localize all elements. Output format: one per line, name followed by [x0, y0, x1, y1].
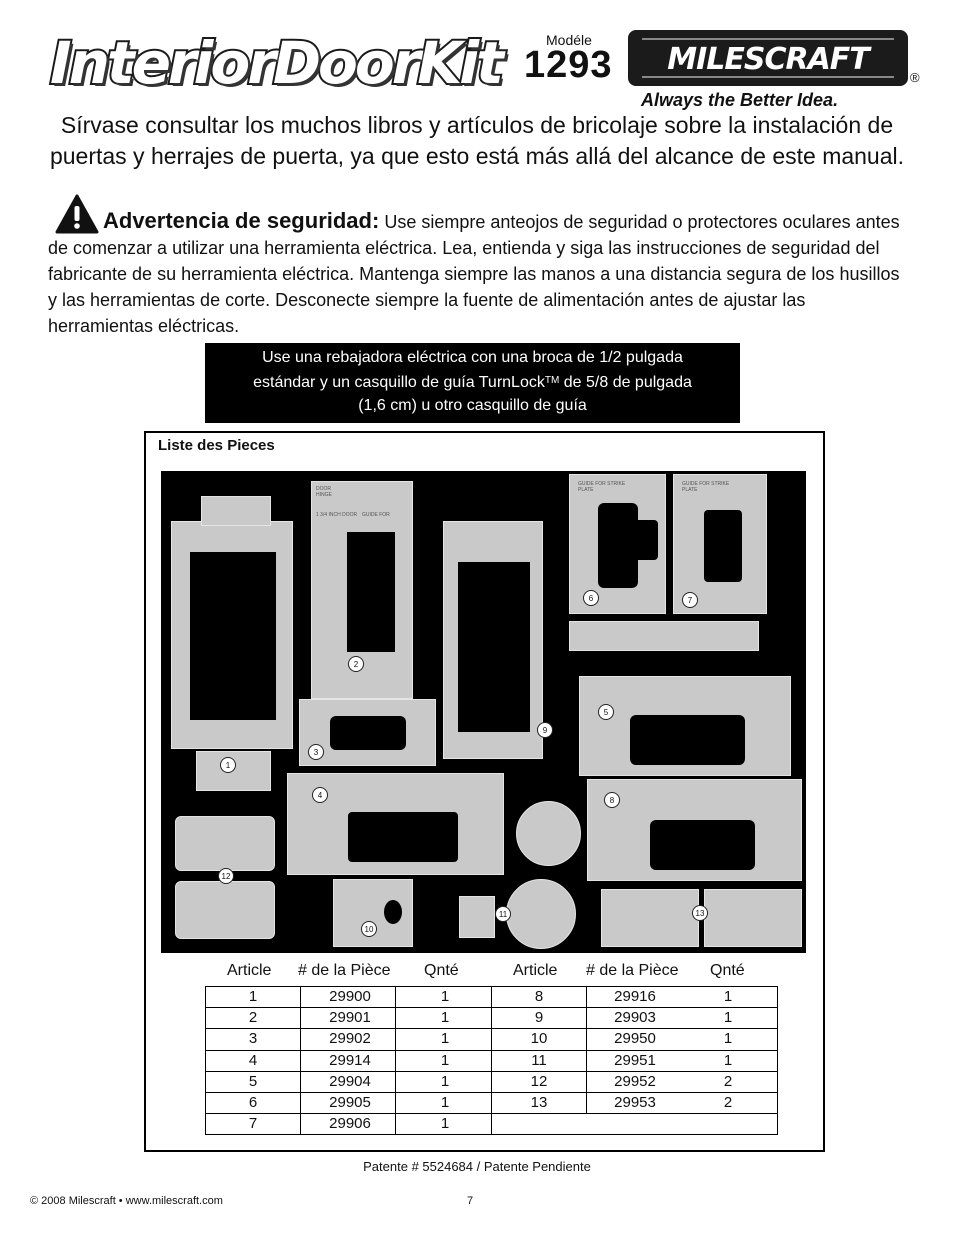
router-note-line-3: (1,6 cm) u otro casquillo de guía [358, 397, 587, 414]
col-head-qty-left: Qnté [424, 962, 459, 979]
table-cell-qty: 1 [440, 1051, 450, 1069]
table-cell-article: 4 [248, 1051, 258, 1069]
table-cell-part: 29905 [329, 1094, 371, 1111]
router-note-line-2a: estándar y un casquillo de guía TurnLock [253, 374, 545, 391]
safety-warning [48, 208, 908, 339]
table-cell-part: 29952 [614, 1072, 656, 1090]
table-cell-qty: 1 [723, 988, 733, 1005]
table-cell-qty: 2 [723, 1072, 733, 1090]
col-head-qty-right: Qnté [710, 962, 745, 979]
part-10-bracket [333, 879, 413, 947]
table-cell-part: 29951 [614, 1051, 656, 1069]
table-cell-qty: 1 [440, 1009, 450, 1027]
table-cell-qty: 1 [723, 1030, 733, 1048]
part-11-spacer [459, 896, 495, 938]
model-number: 1293 [524, 44, 613, 86]
table-cell-article: 7 [248, 1115, 258, 1133]
table-cell-part: 29904 [329, 1072, 371, 1090]
table-cell-qty: 1 [723, 1051, 733, 1069]
footer-copyright: © 2008 Milescraft • www.milescraft.com [30, 1195, 223, 1207]
part-2-label-a: DOOR [316, 486, 331, 492]
part-5-lock-template [579, 676, 791, 776]
part-11-cup-lid [516, 801, 581, 866]
part-7-label: GUIDE FOR STRIKE PLATE [682, 481, 730, 493]
callout-4: 4 [312, 787, 328, 803]
table-cell-part: 29906 [329, 1115, 371, 1133]
page-number: 7 [467, 1195, 474, 1207]
intro-paragraph: Sírvase consultar los muchos libros y artículos de bricolaje sobre la instalación de puertas y herrajes de puerta, ya que esto está más allá del alcance de este manual. [49, 112, 905, 169]
table-cell-article: 1 [248, 988, 258, 1005]
table-cell-article: 12 [530, 1072, 548, 1090]
part-1-frame-template [171, 521, 293, 749]
part-2-label-b: HINGE [316, 492, 332, 498]
safety-text: Use siempre anteojos de seguridad o protectores oculares antes de comenzar a utilizar una herramienta eléctrica. Lea, entienda y siga las instrucciones de seguridad del fabricante de su herramienta eléctrica. Mantenga siempre las manos a una distancia segura de los husillos y las herramientas de corte. Desconecte siempre la fuente de alimentación antes de ajustar las herramientas eléctricas. [48, 212, 900, 336]
model-label: Modéle [546, 32, 592, 48]
table-cell-article: 8 [534, 988, 544, 1005]
table-cell-article: 2 [248, 1009, 258, 1027]
callout-8: 8 [604, 792, 620, 808]
table-cell-qty: 1 [440, 988, 450, 1005]
table-cell-qty: 1 [440, 1072, 450, 1090]
brand-tagline: Always the Better Idea. [641, 90, 839, 110]
col-head-part-right: # de la Pièce [586, 962, 679, 979]
part-13-plate-b [704, 889, 802, 947]
callout-1: 1 [220, 757, 236, 773]
parts-table [205, 986, 778, 1135]
brand-logo-text: MILESCRAFT [667, 42, 869, 77]
table-cell-part: 29916 [614, 988, 656, 1005]
part-1-top-bracket [201, 496, 271, 526]
product-logo [50, 30, 520, 100]
table-cell-qty: 1 [440, 1030, 450, 1048]
part-2-label-c: 1 3/4 INCH DOOR [316, 512, 358, 518]
part-8-lock-template [587, 779, 802, 881]
table-cell-part: 29903 [614, 1009, 656, 1027]
patent-note: Patente # 5524684 / Patente Pendiente [363, 1159, 591, 1174]
router-note-line-2 [205, 369, 740, 394]
callout-5: 5 [598, 704, 614, 720]
table-cell-qty: 1 [440, 1094, 450, 1111]
callout-2: 2 [348, 656, 364, 672]
col-head-article-right: Article [513, 962, 558, 979]
callout-12: 12 [218, 868, 234, 884]
product-logo-text: InteriorDoorKit [50, 29, 501, 97]
part-12-plate-b [175, 881, 275, 939]
col-head-part-left: # de la Pièce [298, 962, 391, 979]
part-11-screw-cup [506, 879, 576, 949]
table-cell-part: 29953 [614, 1094, 656, 1111]
part-13-plate-a [601, 889, 699, 947]
table-cell-article: 5 [248, 1072, 258, 1090]
callout-7: 7 [682, 592, 698, 608]
part-9-frame-template [443, 521, 543, 759]
table-cell-article: 11 [531, 1051, 547, 1069]
part-6-label: GUIDE FOR STRIKE PLATE [578, 481, 626, 493]
callout-11: 11 [495, 906, 511, 922]
table-cell-qty: 1 [440, 1115, 450, 1133]
table-cell-article: 13 [530, 1094, 548, 1111]
table-cell-qty: 2 [723, 1094, 733, 1111]
callout-9: 9 [537, 722, 553, 738]
table-cell-part: 29914 [329, 1051, 371, 1069]
router-note-line-1: Use una rebajadora eléctrica con una broca de 1/2 pulgada [262, 349, 683, 366]
callout-10: 10 [361, 921, 377, 937]
registered-mark: ® [910, 70, 920, 85]
adjustable-bar [569, 621, 759, 651]
table-cell-part: 29900 [329, 988, 371, 1005]
table-cell-article: 6 [248, 1094, 258, 1111]
brand-logo [628, 30, 908, 86]
part-12-plate-a [175, 816, 275, 871]
callout-13: 13 [692, 905, 708, 921]
parts-photo [161, 471, 806, 953]
trademark-mark: TM [544, 375, 560, 386]
table-cell-qty: 1 [723, 1009, 733, 1027]
table-cell-part: 29902 [329, 1030, 371, 1048]
table-cell-part: 29950 [614, 1030, 656, 1048]
part-2-label-d: GUIDE FOR [362, 512, 390, 518]
table-cell-article: 10 [530, 1030, 548, 1048]
table-cell-article: 3 [248, 1030, 258, 1048]
brand-logo-frame [642, 38, 894, 78]
callout-6: 6 [583, 590, 599, 606]
part-1-bottom-bracket [196, 751, 271, 791]
col-head-article-left: Article [227, 962, 272, 979]
safety-heading: Advertencia de seguridad: [103, 208, 380, 233]
table-cell-article: 9 [534, 1009, 544, 1027]
parts-list-title: Liste des Pieces [158, 437, 275, 454]
callout-3: 3 [308, 744, 324, 760]
table-cell-part: 29901 [329, 1009, 371, 1027]
router-note-box [205, 343, 740, 423]
router-note-line-2b: de 5/8 de pulgada [559, 374, 692, 391]
